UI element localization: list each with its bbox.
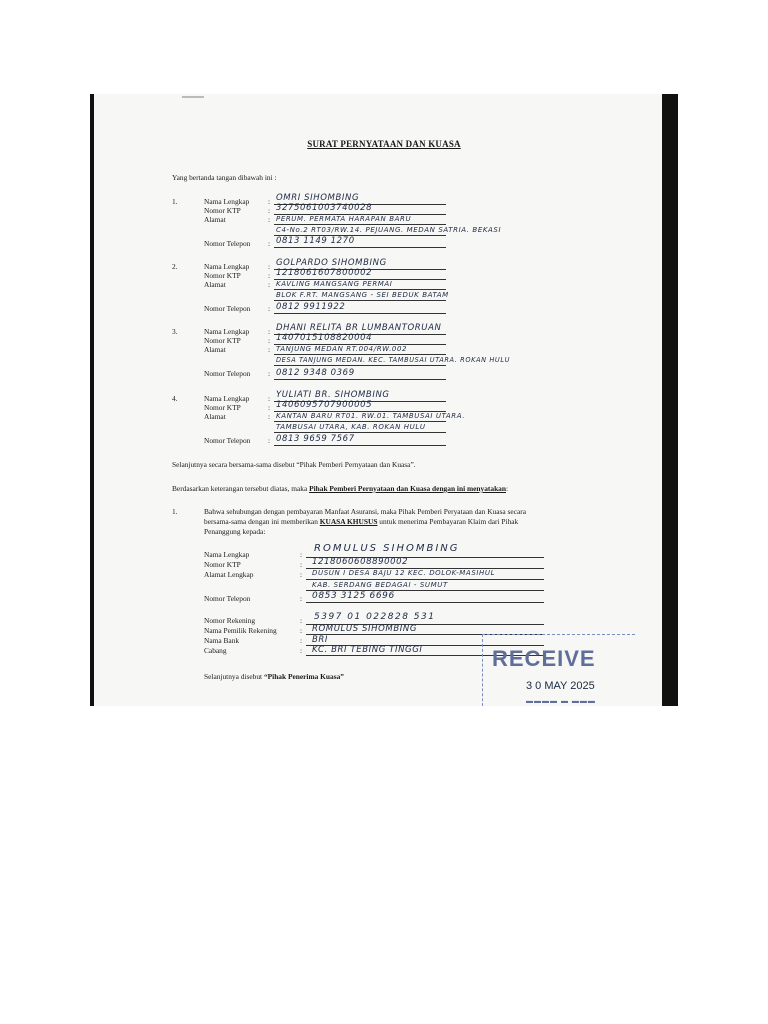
label-name: Nama Lengkap — [204, 262, 250, 271]
received-stamp-date: 3 0 MAY 2025 — [526, 680, 595, 692]
label-ktp: Nomor KTP — [204, 271, 241, 280]
closing-prefix: Selanjutnya disebut — [204, 672, 264, 681]
clause-line1: Bahwa sehubungan dengan pembayaran Manfaat Asuransi, maka Pihak Pemberi Peryataan dan Kuasa secara — [204, 507, 526, 516]
clause-line2 — [204, 517, 518, 526]
handwritten-ktp: 1407015108820004 — [276, 333, 373, 343]
handwritten-address-line1: KAVLING MANGSANG PERMAI — [276, 280, 393, 288]
recipient-bank: BRI — [312, 635, 329, 645]
label-name: Nama Lengkap — [204, 197, 250, 206]
scanned-document: SURAT PERNYATAAN DAN KUASA Yang bertanda tangan dibawah ini : 1. Nama Lengkap Nomor KTP Alamat Nomor Telepon : : : : OMRI SIHOMBING 3275061003740028 PERUM. PERMATA HARAPAN BARU C4-No.2 RT03/RW.14. PEJUANG. MEDAN SATRIA. BEKASI 0813 1149 1270 2. Nama Lengkap Nomor KTP Alamat Nomor Telepon : : : : GOLPARDO SIHOMBING 1218061607800002 KAVLING MANGSANG PERMAI BLOK F.RT. MANGSANG - SEI BEDUK BATAM 0812 9911922 3. Nama Lengkap Nomor KTP Alamat Nomor Telepon : : : : DHANI RELITA BR LUMBANTORUAN 1407015108820004 TANJUNG MEDAN RT.004/RW.002 DESA TANJUNG MEDAN. KEC. TAMBUSAI UTARA. ROKAN HULU 0812 9348 0369 4. Nama Lengkap Nomor KTP Alamat Nomor Telepon : : : : YULIATI BR. SIHOMBING 1406095707900005 KANTAN BARU RT01. RW.01. TAMBUSAI UTARA. TAMBUSAI UTARA, KAB. ROKAN HULU 0813 9659 7567 Selanjutnya secara bersama-sama disebut “Pihak Pemberi Pernyataan dan Kuasa”. Berdasarkan keterangan tersebut diatas, maka Pihak Pemberi Pernyataan dan Kuasa dengan ini menyatakan: 1. Bahwa sehubungan dengan pembayaran Manfaat Asuransi, maka Pihak Pemberi Peryataan dan Kuasa secara bersama-sama dengan ini memberikan KUASA KHUSUS untuk menerima Pembayaran Klaim dari Pihak Penanggung kepada: Nama Lengkap Nomor KTP Alamat Lengkap Nomor Telepon Nomor Rekening Nama Pemilik Rekening Nama Bank Cabang : : : : : : : : ROMULUS SIHOMBING 1218060608890002 DUSUN I DESA BAJU 12 KEC. DOLOK-MASIHUL KAB. SERDANG BEDAGAI - SUMUT 0853 3125 6696 5397 01 022828 531 ROMULUS SIHOMBING BRI KC. BRI TEBING TINGGI Selanjutnya disebut “Pihak Penerima Kuasa” RECEIVE 3 0 MAY 2025 ▬▬▬▬ ▬ ▬▬▬ — [90, 94, 678, 706]
handwritten-ktp: 1218061607800002 — [276, 268, 373, 278]
label-account-no: Nomor Rekening — [204, 616, 256, 625]
label-name: Nama Lengkap — [204, 394, 250, 403]
label-phone: Nomor Telepon — [204, 436, 251, 445]
kuasa-khusus: KUASA KHUSUS — [319, 517, 378, 526]
handwritten-name: OMRI SIHOMBING — [276, 193, 360, 203]
label-address: Alamat — [204, 412, 226, 421]
recipient-ktp: 1218060608890002 — [312, 557, 409, 567]
label-branch: Cabang — [204, 646, 227, 655]
handwritten-address-line2: TAMBUSAI UTARA, KAB. ROKAN HULU — [276, 423, 426, 431]
handwritten-name: GOLPARDO SIHOMBING — [276, 258, 387, 268]
handwritten-ktp: 1406095707900005 — [276, 400, 373, 410]
intro-text: Yang bertanda tangan dibawah ini : — [172, 173, 277, 182]
label-address: Alamat — [204, 280, 226, 289]
handwritten-address-line1: TANJUNG MEDAN RT.004/RW.002 — [276, 345, 408, 353]
handwritten-address-line2: DESA TANJUNG MEDAN. KEC. TAMBUSAI UTARA. ROKAN HULU — [276, 356, 511, 364]
declaration-suffix: : — [505, 484, 509, 493]
label-bank: Nama Bank — [204, 636, 240, 645]
handwritten-ktp: 3275061003740028 — [276, 203, 373, 213]
scan-left-edge — [90, 94, 94, 706]
handwritten-phone: 0813 1149 1270 — [276, 236, 355, 246]
recipient-name: ROMULUS SIHOMBING — [314, 543, 460, 554]
label-ktp: Nomor KTP — [204, 403, 241, 412]
label-phone: Nomor Telepon — [204, 369, 251, 378]
declaration-bold: Pihak Pemberi Pernyataan dan Kuasa dengan ini menyatakan — [309, 484, 506, 493]
label-full-address: Alamat Lengkap — [204, 570, 254, 579]
summary-line: Selanjutnya secara bersama-sama disebut “Pihak Pemberi Pernyataan dan Kuasa”. — [172, 460, 416, 469]
clause-number: 1. — [172, 507, 178, 516]
received-stamp-partial-text: ▬▬▬▬ ▬ ▬▬▬ — [526, 698, 596, 705]
recipient-account-holder: ROMULUS SIHOMBING — [312, 624, 418, 634]
label-ktp: Nomor KTP — [204, 206, 241, 215]
handwritten-name: YULIATI BR. SIHOMBING — [276, 390, 390, 400]
handwritten-phone: 0813 9659 7567 — [276, 434, 355, 444]
label-ktp: Nomor KTP — [204, 560, 241, 569]
closing-line — [204, 672, 344, 681]
clause-line2-suffix: untuk menerima Pembayaran Klaim dari Pihak — [377, 517, 519, 526]
label-ktp: Nomor KTP — [204, 336, 241, 345]
label-phone: Nomor Telepon — [204, 594, 251, 603]
signatory-number: 1. — [172, 197, 178, 206]
received-stamp-word: RECEIVE — [492, 646, 596, 671]
scan-smudge — [182, 96, 204, 98]
handwritten-address-line2: C4-No.2 RT03/RW.14. PEJUANG. MEDAN SATRIA. BEKASI — [276, 226, 502, 234]
label-phone: Nomor Telepon — [204, 239, 251, 248]
recipient-account-no: 5397 01 022828 531 — [314, 612, 436, 622]
recipient-address-line1: DUSUN I DESA BAJU 12 KEC. DOLOK-MASIHUL — [312, 569, 496, 577]
signatory-number: 3. — [172, 327, 178, 336]
handwritten-name: DHANI RELITA BR LUMBANTORUAN — [276, 323, 442, 333]
handwritten-phone: 0812 9348 0369 — [276, 368, 355, 378]
handwritten-address-line2: BLOK F.RT. MANGSANG - SEI BEDUK BATAM — [276, 291, 449, 299]
label-phone: Nomor Telepon — [204, 304, 251, 313]
scan-right-edge — [662, 94, 678, 706]
label-address: Alamat — [204, 215, 226, 224]
clause-line3: Penanggung kepada: — [204, 527, 266, 536]
label-address: Alamat — [204, 345, 226, 354]
recipient-phone: 0853 3125 6696 — [312, 591, 395, 601]
closing-bold: “Pihak Penerima Kuasa” — [263, 672, 345, 681]
recipient-branch: KC. BRI TEBING TINGGI — [312, 645, 423, 655]
recipient-address-line2: KAB. SERDANG BEDAGAI - SUMUT — [312, 581, 448, 589]
signatory-number: 4. — [172, 394, 178, 403]
label-name: Nama Lengkap — [204, 550, 250, 559]
handwritten-address-line1: PERUM. PERMATA HARAPAN BARU — [276, 215, 412, 223]
signatory-number: 2. — [172, 262, 178, 271]
label-name: Nama Lengkap — [204, 327, 250, 336]
handwritten-address-line1: KANTAN BARU RT01. RW.01. TAMBUSAI UTARA. — [276, 412, 466, 420]
clause-line2-prefix: bersama-sama dengan ini memberikan — [204, 517, 320, 526]
declaration-line — [172, 484, 508, 493]
handwritten-phone: 0812 9911922 — [276, 302, 346, 312]
declaration-prefix: Berdasarkan keterangan tersebut diatas, maka — [172, 484, 310, 493]
label-account-holder: Nama Pemilik Rekening — [204, 626, 277, 635]
document-title: SURAT PERNYATAAN DAN KUASA — [307, 139, 461, 149]
